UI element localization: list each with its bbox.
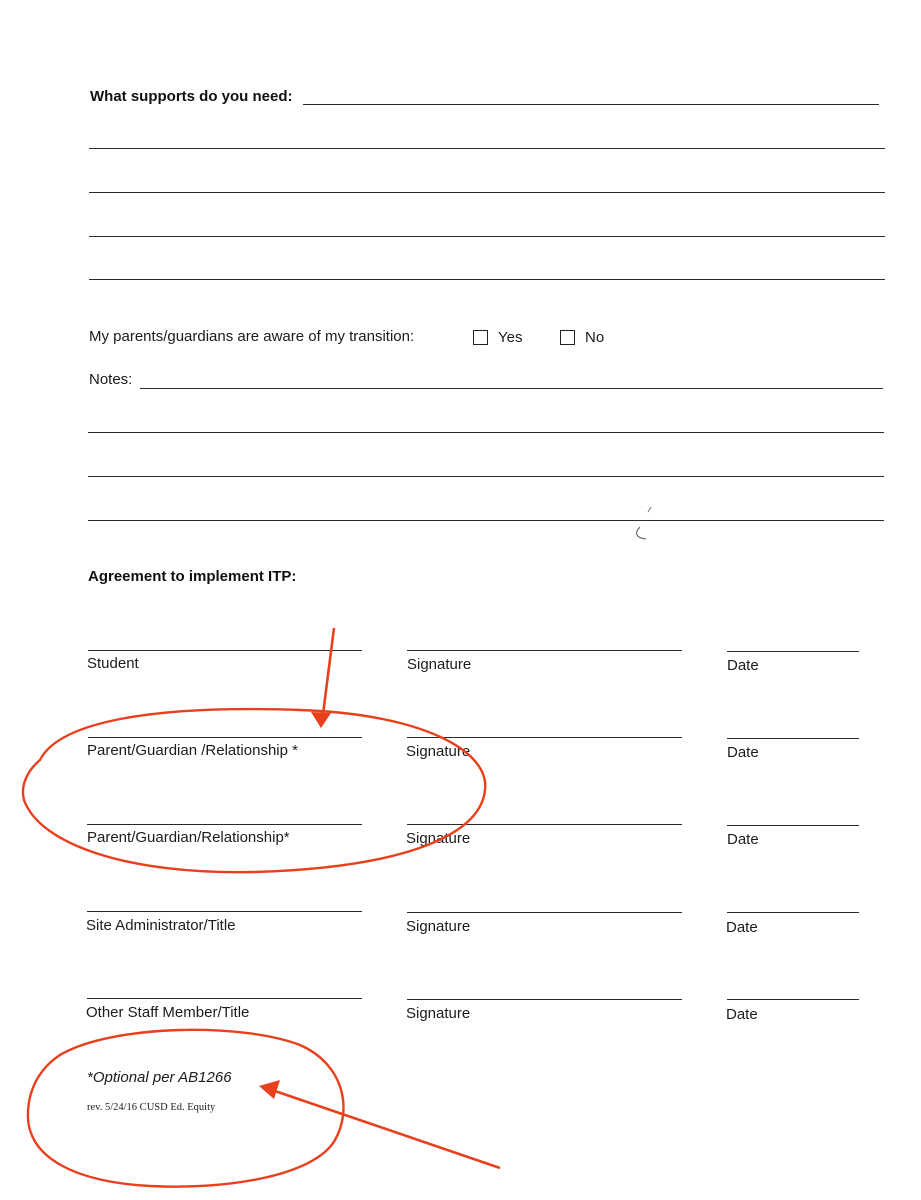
student-date-label: Date (727, 657, 759, 674)
revision-note: rev. 5/24/16 CUSD Ed. Equity (87, 1102, 216, 1113)
admin-signature-label: Signature (406, 918, 471, 935)
student-role-label: Student (87, 655, 139, 672)
agreement-heading: Agreement to implement ITP: (88, 568, 297, 585)
notes-label: Notes: (89, 371, 133, 388)
parent1-signature-line[interactable] (407, 737, 682, 738)
staff-date-label: Date (726, 1006, 758, 1023)
staff-role-label: Other Staff Member/Title (86, 1004, 250, 1021)
admin-signature-line[interactable] (407, 912, 682, 913)
parent2-signature-label: Signature (406, 830, 471, 847)
notes-line-4[interactable] (88, 520, 884, 521)
parent1-signature-label: Signature (406, 743, 471, 760)
parent2-signature-line[interactable] (407, 824, 682, 825)
notes-line-1[interactable] (140, 388, 883, 389)
admin-date-label: Date (726, 919, 758, 936)
supports-line-2[interactable] (89, 148, 885, 149)
parent1-name-line[interactable] (88, 737, 362, 738)
optional-footnote: *Optional per AB1266 (87, 1069, 232, 1086)
admin-role-label: Site Administrator/Title (86, 917, 236, 934)
parent2-role-label: Parent/Guardian/Relationship* (87, 829, 290, 846)
parent1-role-label: Parent/Guardian /Relationship * (87, 742, 298, 759)
student-signature-label: Signature (407, 656, 472, 673)
parent1-date-line[interactable] (727, 738, 859, 739)
supports-line-5[interactable] (89, 279, 885, 280)
scan-mark (637, 527, 646, 539)
parents-aware-question: My parents/guardians are aware of my transition: (89, 328, 415, 345)
notes-line-2[interactable] (88, 432, 884, 433)
admin-name-line[interactable] (87, 911, 362, 912)
supports-line-4[interactable] (89, 236, 885, 237)
staff-date-line[interactable] (727, 999, 859, 1000)
yes-label: Yes (498, 329, 523, 346)
parent2-date-label: Date (727, 831, 759, 848)
supports-line-3[interactable] (89, 192, 885, 193)
parent2-name-line[interactable] (87, 824, 362, 825)
parent1-date-label: Date (727, 744, 759, 761)
supports-label: What supports do you need: (90, 88, 293, 105)
footnote-arrow-head (259, 1080, 280, 1099)
notes-line-3[interactable] (88, 476, 884, 477)
student-date-line[interactable] (727, 651, 859, 652)
staff-signature-line[interactable] (407, 999, 682, 1000)
footnote-arrow (272, 1090, 500, 1168)
down-arrow (322, 628, 334, 722)
no-label: No (585, 329, 605, 346)
scan-mark-2 (648, 507, 651, 512)
yes-checkbox[interactable] (473, 330, 488, 345)
student-signature-line[interactable] (407, 650, 682, 651)
staff-name-line[interactable] (87, 998, 362, 999)
admin-date-line[interactable] (727, 912, 859, 913)
parent-rows-circle (23, 709, 485, 872)
staff-signature-label: Signature (406, 1005, 471, 1022)
student-name-line[interactable] (88, 650, 362, 651)
no-checkbox[interactable] (560, 330, 575, 345)
supports-line-1[interactable] (303, 104, 879, 105)
parent2-date-line[interactable] (727, 825, 859, 826)
down-arrow-head (311, 712, 331, 728)
